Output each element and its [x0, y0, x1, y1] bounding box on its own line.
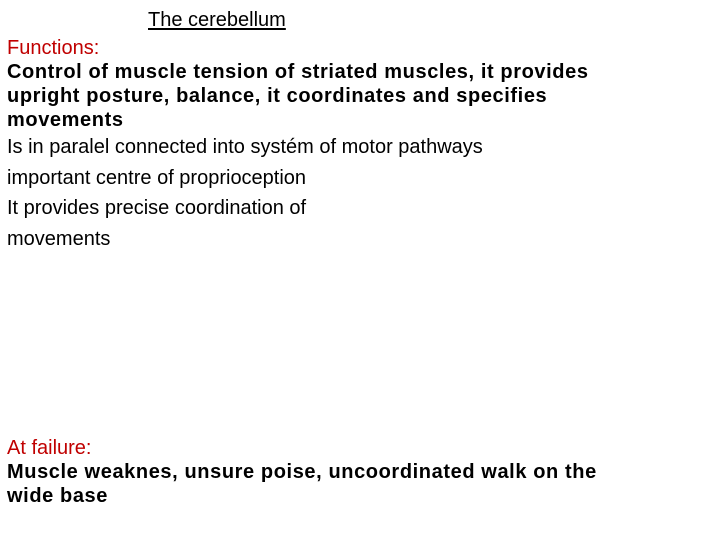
functions-heading: Functions: — [7, 37, 100, 59]
functions-plain-lines — [7, 132, 712, 254]
functions-bold-line-2: upright posture, balance, it coordinates and specifies — [7, 85, 548, 107]
failure-line-1: Muscle weaknes, unsure poise, uncoordinated walk on the — [7, 461, 597, 483]
functions-bold-line-1: Control of muscle tension of striated muscles, it provides — [7, 61, 589, 83]
functions-plain-line-2: important centre of proprioception — [7, 166, 307, 189]
functions-section — [7, 36, 712, 254]
failure-section — [7, 436, 712, 508]
functions-plain-line-4: movements — [7, 227, 111, 250]
slide-title: The cerebellum — [148, 9, 286, 31]
functions-plain-line-3: It provides precise coordination of — [7, 197, 307, 219]
functions-bold-line-3: movements — [7, 109, 124, 131]
failure-heading: At failure: — [7, 437, 92, 459]
failure-line-2: wide base — [7, 485, 108, 507]
functions-plain-line-1: Is in paralel connected into systém of motor pathways — [7, 136, 483, 158]
